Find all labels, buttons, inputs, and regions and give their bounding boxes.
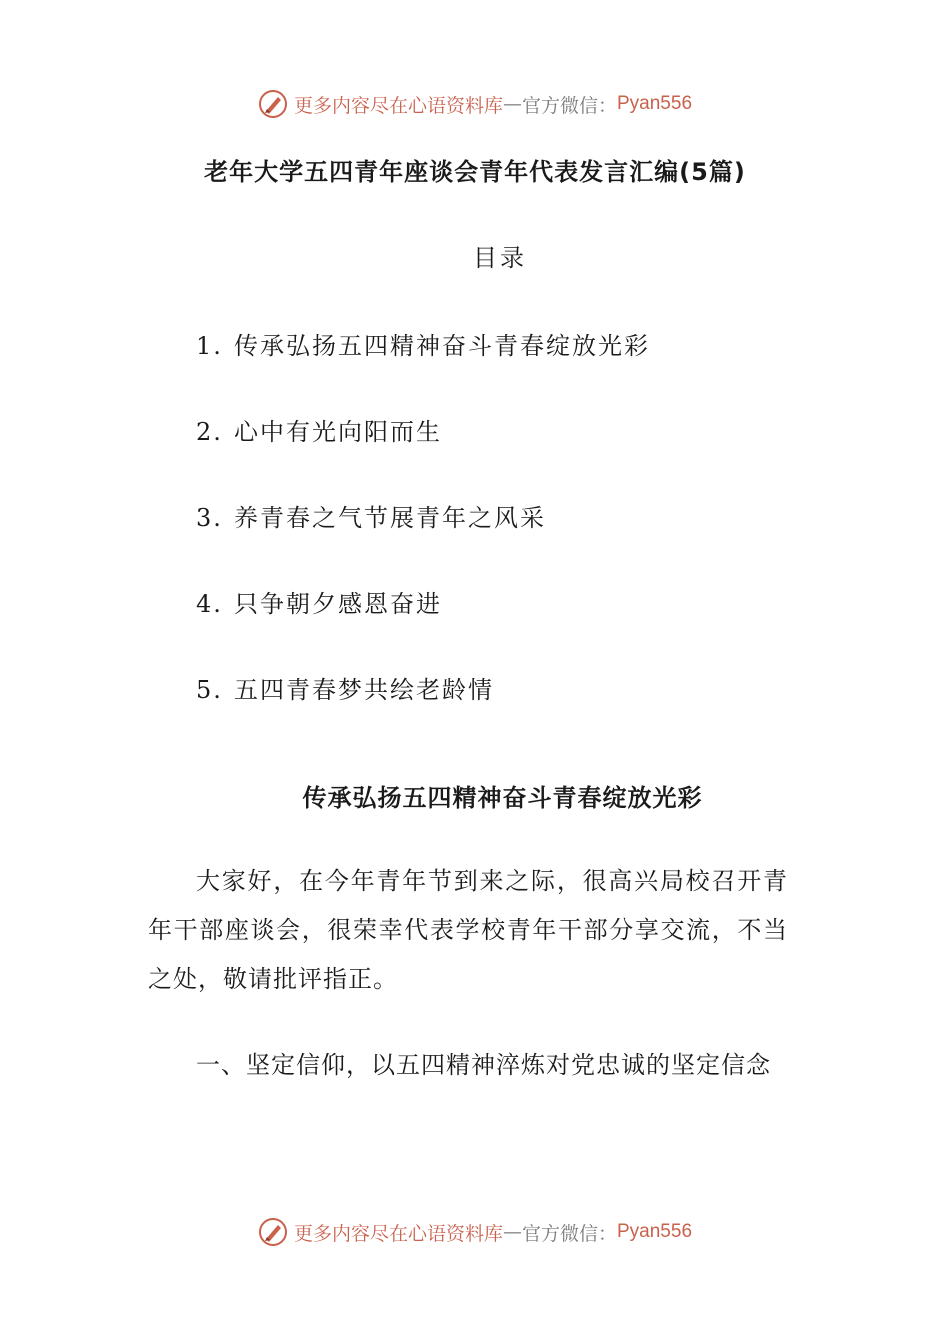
body-paragraph-heading: 一、坚定信仰，以五四精神淬炼对党忠诚的坚定信念 xyxy=(196,1051,771,1079)
toc-item-text: 五四青春梦共绘老龄情 xyxy=(234,676,494,704)
banner-wechat-id: Pyan556 xyxy=(617,93,693,114)
toc-item-text: 传承弘扬五四精神奋斗青春绽放光彩 xyxy=(234,332,650,360)
banner-wechat-id: Pyan556 xyxy=(617,1221,693,1242)
banner-wechat-label: 官方微信： xyxy=(521,1222,617,1245)
header-banner xyxy=(0,84,950,124)
toc-item-number: 1. xyxy=(196,332,223,360)
toc-item[interactable] xyxy=(196,326,650,361)
toc-heading xyxy=(0,238,950,273)
document-title: 老年大学五四青年座谈会青年代表发言汇编(5篇) xyxy=(204,158,746,186)
body-paragraph: 大家好，在今年青年节到来之际，很高兴局校召开青年干部座谈会，很荣幸代表学校青年干部分享交流，不当之处，敬请批评指正。 xyxy=(148,867,788,993)
toc-item[interactable] xyxy=(196,412,442,447)
toc-item-number: 2. xyxy=(196,418,223,446)
banner-dash: — xyxy=(502,1221,522,1243)
toc-item-number: 4. xyxy=(196,590,223,618)
toc-item-text: 养青春之气节展青年之风采 xyxy=(234,504,546,532)
banner-wechat-label: 官方微信： xyxy=(521,94,617,117)
toc-item[interactable] xyxy=(196,498,546,533)
banner-dash: — xyxy=(502,93,522,115)
toc-item-number: 5. xyxy=(196,676,223,704)
toc-item-number: 3. xyxy=(196,504,223,532)
pen-logo-icon xyxy=(258,1217,288,1247)
toc-item-text: 只争朝夕感恩奋进 xyxy=(234,590,442,618)
section-title: 传承弘扬五四精神奋斗青春绽放光彩 xyxy=(302,784,703,812)
toc-item[interactable] xyxy=(196,670,494,705)
banner-brand-text: 更多内容尽在心语资料库 xyxy=(293,94,503,117)
toc-item[interactable] xyxy=(196,584,442,619)
footer-banner xyxy=(0,1212,950,1252)
pen-logo-icon xyxy=(258,89,288,119)
toc-heading-text: 目录 xyxy=(473,244,527,272)
toc-item-text: 心中有光向阳而生 xyxy=(234,418,442,446)
banner-brand-text: 更多内容尽在心语资料库 xyxy=(293,1222,503,1245)
